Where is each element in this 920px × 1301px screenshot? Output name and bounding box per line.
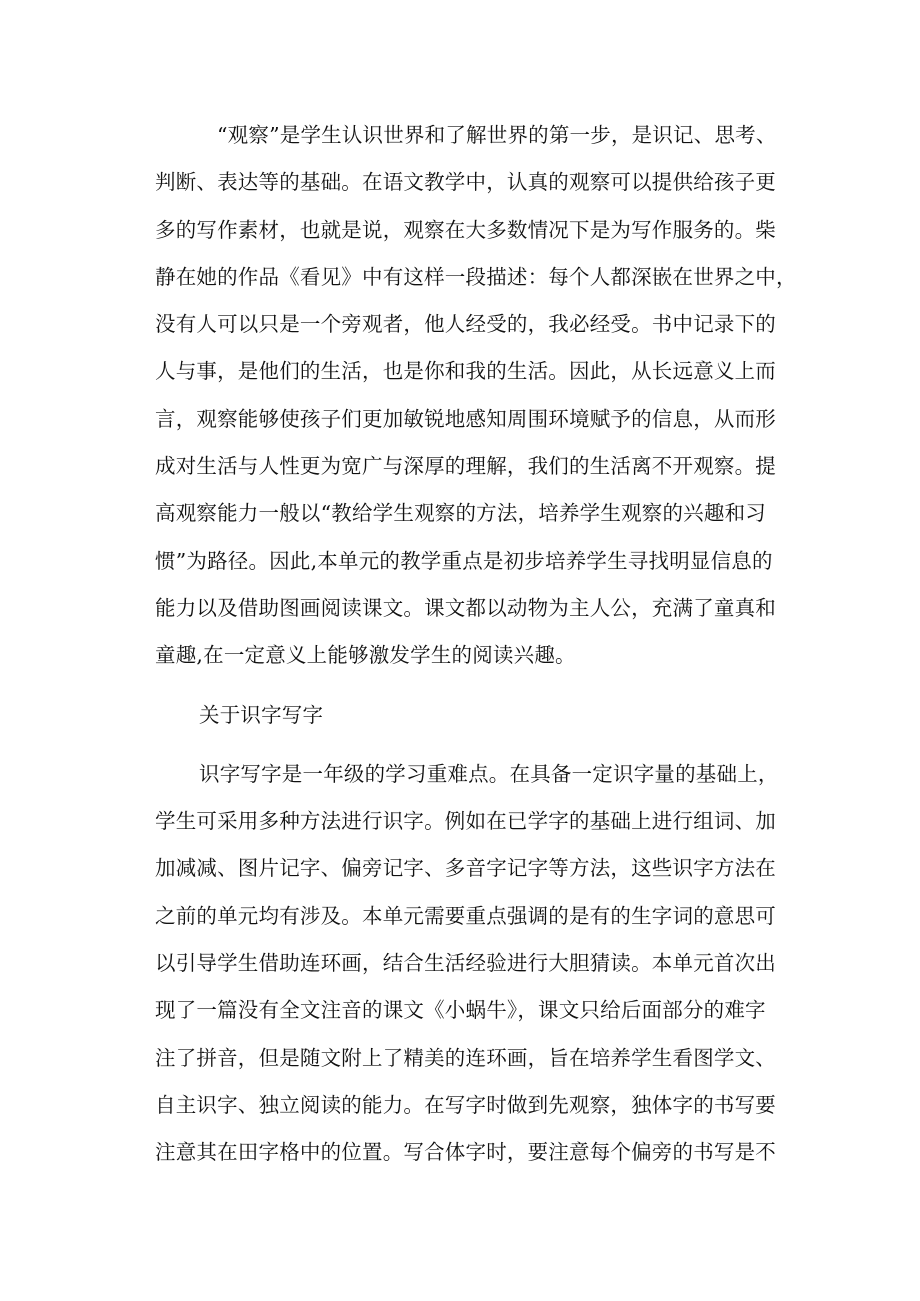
text-line: 没有人可以只是一个旁观者，他人经受的，我必经受。书中记录下的 <box>155 312 776 337</box>
text-line: 现了一篇没有全文注音的课文《小蜗牛》，课文只给后面部分的难字 <box>155 998 766 1023</box>
text-line: 多的写作素材，也就是说，观察在大多数情况下是为写作服务的。柴 <box>155 217 776 242</box>
document-body <box>155 112 797 1177</box>
text-line: 判断、表达等的基础。在语文教学中，认真的观察可以提供给孩子更 <box>155 170 776 195</box>
text-line: 以引导学生借助连环画，结合生活经验进行大胆猜读。本单元首次出 <box>155 951 776 976</box>
text-line: 静在她的作品《看见》中有这样一段描述：每个人都深嵌在世界之中， <box>155 264 797 289</box>
paragraph-observation <box>155 112 797 680</box>
text-line: 学生可采用多种方法进行识字。例如在已学字的基础上进行组词、加 <box>155 809 776 834</box>
section-heading-text: 关于识字写字 <box>199 702 324 727</box>
text-line: 惯”为路径。因此,本单元的教学重点是初步培养学生寻找明显信息的 <box>155 548 773 573</box>
text-line: 童趣,在一定意义上能够激发学生的阅读兴趣。 <box>155 643 576 668</box>
text-line: “观察”是学生认识世界和了解世界的第一步，是识记、思考、 <box>217 123 777 147</box>
text-line: 自主识字、独立阅读的能力。在写字时做到先观察，独体字的书写要 <box>155 1092 776 1117</box>
paragraph-literacy <box>155 751 779 1177</box>
text-line: 人与事，是他们的生活，也是你和我的生活。因此，从长远意义上而 <box>155 359 776 384</box>
text-line: 高观察能力一般以“教给学生观察的方法，培养学生观察的兴趣和习 <box>155 501 766 526</box>
text-line: 加减减、图片记字、偏旁记字、多音字记字等方法，这些识字方法在 <box>155 856 776 881</box>
text-line: 言，观察能够使孩子们更加敏锐地感知周围环境赋予的信息，从而形 <box>155 406 776 431</box>
text-line: 注了拼音，但是随文附上了精美的连环画，旨在培养学生看图学文、 <box>155 1045 776 1070</box>
text-line: 能力以及借助图画阅读课文。课文都以动物为主人公，充满了童真和 <box>155 595 776 620</box>
text-line: 识字写字是一年级的学习重难点。在具备一定识字量的基础上， <box>199 761 779 786</box>
section-heading <box>155 692 767 739</box>
text-line: 成对生活与人性更为宽广与深厚的理解，我们的生活离不开观察。提 <box>155 454 776 479</box>
text-line: 注意其在田字格中的位置。写合体字时，要注意每个偏旁的书写是不 <box>155 1140 776 1165</box>
text-line: 之前的单元均有涉及。本单元需要重点强调的是有的生字词的意思可 <box>155 903 776 928</box>
